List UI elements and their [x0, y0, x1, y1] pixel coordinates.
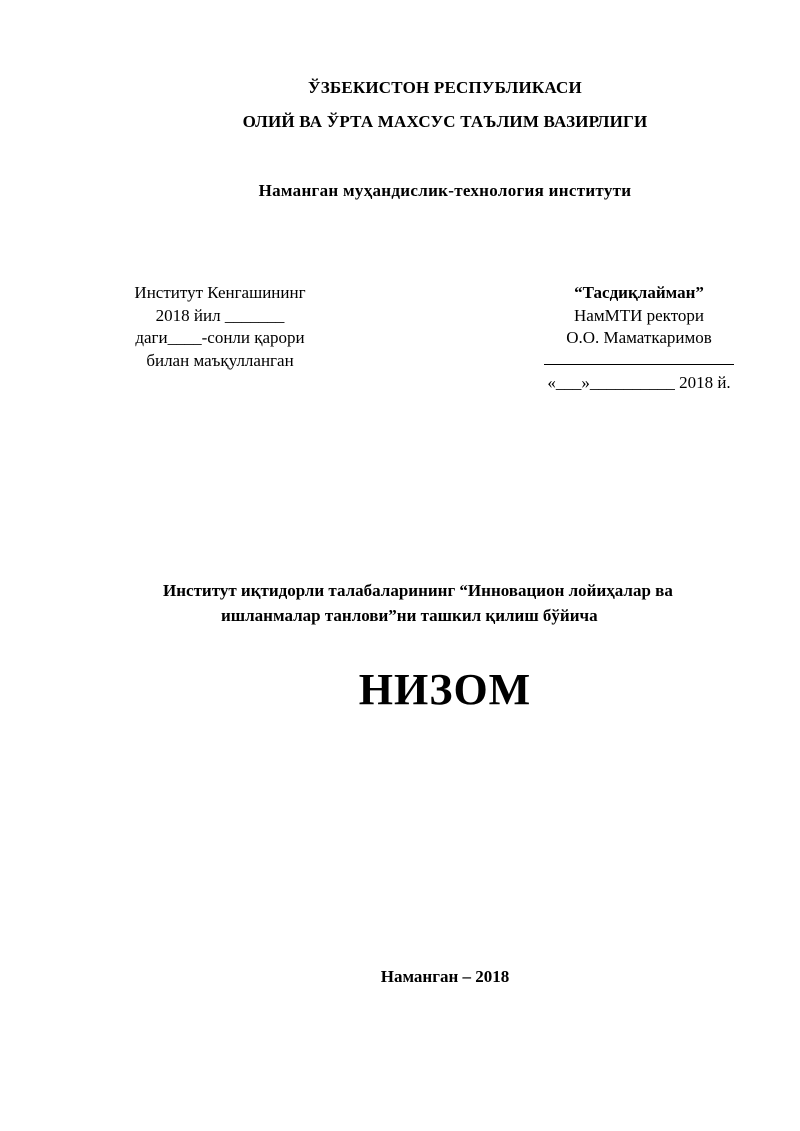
council-line-1: Институт Кенгашининг: [134, 283, 306, 302]
council-approval-block: [100, 282, 340, 372]
signature-line-row: [525, 350, 753, 373]
purpose-line-1: Институт иқтидорли талабаларининг “Инновацион лойиҳалар ва: [163, 581, 673, 600]
ministry-heading: ОЛИЙ ВА ЎРТА МАХСУС ТАЪЛИМ ВАЗИРЛИГИ: [242, 112, 648, 131]
signature-line: [544, 350, 734, 365]
document-title: НИЗОМ: [358, 665, 532, 714]
purpose-line-2: ишланмалар танлови”ни ташкил қилиш бўйича: [221, 606, 598, 625]
rector-name: О.О. Маматкаримов: [566, 328, 712, 347]
approve-stamp-text: “Тасдиқлайман”: [574, 283, 704, 302]
council-line-2: 2018 йил _______: [155, 305, 285, 325]
republic-heading: ЎЗБЕКИСТОН РЕСПУБЛИКАСИ: [308, 78, 582, 97]
institute-name: Наманган муҳандислик-технология институти: [258, 181, 632, 200]
approval-date: «___»__________ 2018 й.: [547, 373, 731, 392]
rector-approval-block: [525, 282, 753, 395]
footer-place-year: Наманган – 2018: [380, 967, 510, 986]
council-line-4: билан маъқулланган: [146, 350, 294, 370]
rector-position: НамМТИ ректори: [574, 305, 704, 325]
council-line-3: даги____-сонли қарори: [135, 328, 305, 347]
